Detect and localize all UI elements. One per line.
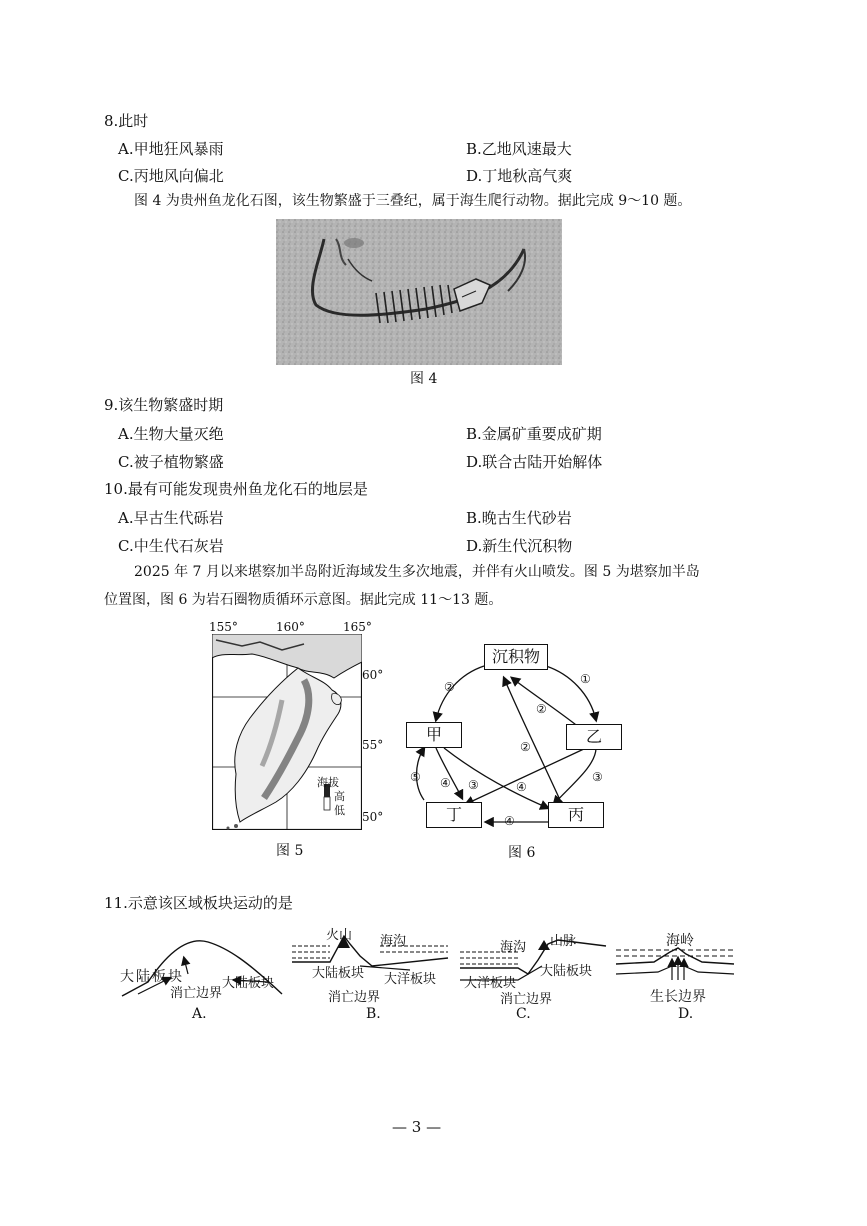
arrow-label-4-bottom: ④ (504, 814, 515, 828)
intro-11-13-line1: 2025 年 7 月以来堪察加半岛附近海域发生多次地震，并伴有火山喷发。图 5 为堪察加半岛 (134, 564, 700, 580)
q8-option-a: A.甲地狂风暴雨 (118, 140, 224, 158)
q9-option-d: D.联合古陆开始解体 (466, 453, 603, 471)
lat-label-55: 55° (362, 738, 384, 752)
q10-option-d: D.新生代沉积物 (466, 537, 573, 555)
arrow-label-3-left: ③ (468, 778, 479, 792)
q10-option-b: B.晚古生代砂岩 (466, 509, 572, 527)
diagram-d-boundary: 生长边界 (650, 989, 706, 1005)
diagram-b-oceanic: 大洋板块 (384, 972, 437, 987)
arrow-label-4-left: ④ (440, 776, 451, 790)
diagram-b-volcano: 火山 (326, 928, 353, 943)
q10-option-a: A.早古生代砾岩 (118, 509, 224, 527)
q11-stem: 11.示意该区域板块运动的是 (104, 894, 293, 912)
node-yi: 乙 (566, 724, 622, 750)
lat-label-60: 60° (362, 668, 384, 682)
q9-option-a: A.生物大量灭绝 (118, 425, 224, 443)
q11-diagram-d (614, 922, 738, 1022)
fig6-caption: 图 6 (508, 845, 536, 861)
diagram-a-letter: A. (192, 1006, 207, 1022)
q8-option-b: B.乙地风速最大 (466, 140, 572, 158)
q10-stem: 10.最有可能发现贵州鱼龙化石的地层是 (104, 480, 368, 498)
diagram-c-mountain: 山脉 (550, 934, 577, 949)
diagram-a-boundary: 消亡边界 (170, 986, 223, 1001)
q11-diagram-c (458, 922, 608, 1022)
diagram-d-ridge: 海岭 (666, 933, 694, 949)
lon-label-160: 160° (276, 620, 305, 634)
diagram-a-right-plate: 大陆板块 (222, 976, 275, 991)
arrow-label-4-cross: ④ (516, 780, 527, 794)
diagram-c-letter: C. (516, 1006, 531, 1022)
lat-label-50: 50° (362, 810, 384, 824)
diagram-b-letter: B. (366, 1006, 381, 1022)
node-ding: 丁 (426, 802, 482, 828)
arrow-label-2-left: ② (444, 680, 455, 694)
node-jia: 甲 (406, 722, 462, 748)
fossil-photo (276, 219, 562, 365)
q9-option-b: B.金属矿重要成矿期 (466, 425, 602, 443)
arrow-label-1: ① (580, 672, 591, 686)
diagram-c-oceanic: 大洋板块 (464, 976, 517, 991)
legend-high: 高 (334, 790, 345, 803)
diagram-b-trench: 海沟 (380, 934, 407, 949)
page-number: — 3 — (392, 1118, 442, 1136)
q9-option-c: C.被子植物繁盛 (118, 453, 224, 471)
node-bing: 丙 (548, 802, 604, 828)
diagram-a-left-plate: 大陆板块 (120, 969, 184, 985)
arrow-label-2-low: ② (520, 740, 531, 754)
legend-title: 海拔 (317, 776, 339, 789)
fig5-map (200, 620, 390, 840)
fig6-rock-cycle (400, 636, 620, 836)
fig4-caption: 图 4 (410, 371, 438, 387)
diagram-c-boundary: 消亡边界 (500, 992, 553, 1007)
diagram-b-continental: 大陆板块 (312, 966, 365, 981)
arrow-label-5: ⑤ (410, 770, 421, 784)
diagram-c-trench: 海沟 (500, 940, 527, 955)
fig5-caption: 图 5 (276, 843, 304, 859)
intro-11-13-line2: 位置图，图 6 为岩石圈物质循环示意图。据此完成 11～13 题。 (104, 592, 503, 608)
fossil-image (276, 219, 562, 365)
q8-option-d: D.丁地秋高气爽 (466, 167, 573, 185)
lon-label-155: 155° (209, 620, 238, 634)
q9-stem: 9.该生物繁盛时期 (104, 396, 224, 414)
node-sediment: 沉积物 (484, 644, 548, 670)
lon-label-165: 165° (343, 620, 372, 634)
arrow-label-3-right: ③ (592, 770, 603, 784)
arrow-label-2-mid: ② (536, 702, 547, 716)
legend-low: 低 (334, 804, 345, 817)
q8-option-c: C.丙地风向偏北 (118, 167, 224, 185)
q10-option-c: C.中生代石灰岩 (118, 537, 224, 555)
q11-diagram-a (118, 922, 286, 1022)
intro-9-10: 图 4 为贵州鱼龙化石图，该生物繁盛于三叠纪，属于海生爬行动物。据此完成 9～10 题。 (134, 193, 692, 209)
diagram-d-letter: D. (678, 1006, 694, 1022)
q11-diagram-b (290, 922, 450, 1022)
diagram-b-boundary: 消亡边界 (328, 990, 381, 1005)
q8-stem: 8.此时 (104, 112, 149, 130)
diagram-c-continental: 大陆板块 (540, 964, 593, 979)
